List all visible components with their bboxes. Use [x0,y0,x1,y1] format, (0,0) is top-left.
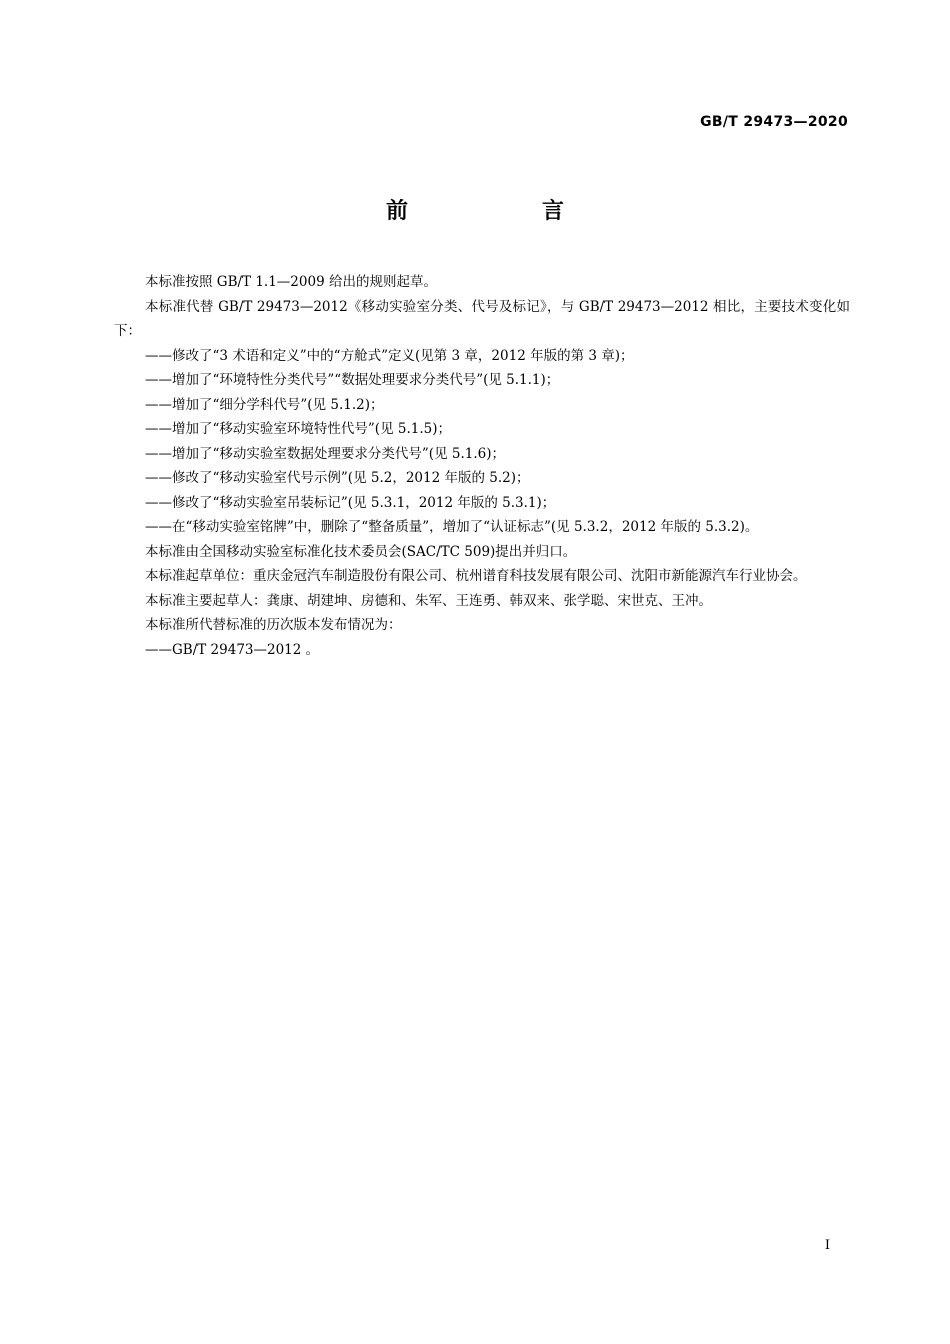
paragraph: 本标准起草单位：重庆金冠汽车制造股份有限公司、杭州谱育科技发展有限公司、沈阳市新能源汽车行业协会。 [145,568,807,584]
list-item: ——增加了“细分学科代号”(见 5.1.2)； [145,396,384,413]
list-item: ——增加了“移动实验室数据处理要求分类代号”(见 5.1.6)； [145,445,505,462]
list-item: ——增加了“环境特性分类代号”“数据处理要求分类代号”(见 5.1.1)； [145,372,560,388]
page-title: 前 言 [385,199,620,224]
paragraph: 本标准所代替标准的历次版本发布情况为： [145,617,402,633]
list-item: ——增加了“移动实验室环境特性代号”(见 5.1.5)； [145,421,451,437]
paragraph: 本标准按照 GB/T 1.1—2009 给出的规则起草。 [145,274,437,290]
page-number: I [824,1238,830,1253]
list-item: ——修改了“移动实验室代号示例”(见 5.2，2012 年版的 5.2)； [145,470,530,486]
paragraph: 本标准代替 GB/T 29473—2012《移动实验室分类、代号及标记》，与 GB/T 29473—2012 相比，主要技术变化如下： [114,298,850,339]
list-item: ——修改了“3 术语和定义”中的“方舱式”定义(见第 3 章，2012 年版的第 3 章)； [145,347,634,364]
foreword-body [114,270,850,662]
paragraph: 本标准主要起草人：龚康、胡建坤、房德和、朱军、王连勇、韩双来、张学聪、宋世克、王冲。 [145,592,712,609]
standard-code: GB/T 29473—2020 [700,114,848,130]
list-item: ——修改了“移动实验室吊装标记”(见 5.3.1，2012 年版的 5.3.1)； [145,494,556,511]
paragraph: 本标准由全国移动实验室标准化技术委员会(SAC/TC 509)提出并归口。 [145,543,577,560]
list-item: ——在“移动实验室铭牌”中，删除了“整备质量”，增加了“认证标志”(见 5.3.2，2012 年版的 5.3.2)。 [145,519,759,535]
list-item: ——GB/T 29473—2012 。 [145,641,320,658]
